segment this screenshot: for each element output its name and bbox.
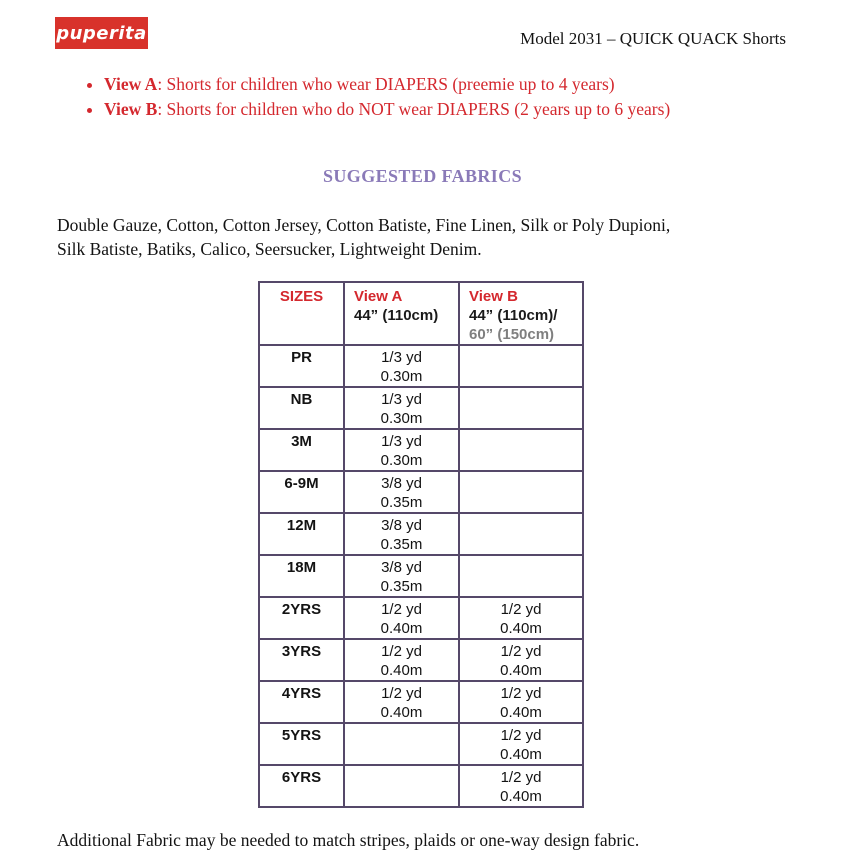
additional-fabric-note: Additional Fabric may be needed to match stripes, plaids or one-way design fabric. (57, 830, 640, 850)
fabrics-line-1: Double Gauze, Cotton, Cotton Jersey, Cotton Batiste, Fine Linen, Silk or Poly Dupioni, (57, 215, 671, 235)
fabrics-line-2: Silk Batiste, Batiks, Calico, Seersucker, Lightweight Denim. (57, 239, 482, 259)
view-a-header-label: View A (354, 288, 403, 305)
size-cell: 4YRS (259, 681, 344, 723)
view-b-fabric-width-alt: 60” (150cm) (469, 326, 555, 343)
view-a-cell (344, 723, 459, 765)
yardage: 1/2 yd (381, 685, 422, 702)
view-a-cell (344, 345, 459, 387)
size-cell: 2YRS (259, 597, 344, 639)
yardage: 1/2 yd (381, 601, 422, 618)
suggested-fabrics-heading: SUGGESTED FABRICS (322, 166, 523, 186)
fabric-requirements-table (258, 281, 584, 808)
view-b-cell (459, 471, 583, 513)
meters: 0.30m (380, 368, 423, 385)
view-b-cell (459, 429, 583, 471)
view-a-cell (344, 639, 459, 681)
header-row (259, 282, 583, 345)
view-a-fabric-width: 44” (110cm) (354, 307, 439, 324)
view-a-label: View A (104, 74, 158, 94)
size-cell: 3YRS (259, 639, 344, 681)
view-b-cell (459, 345, 583, 387)
view-b-cell (459, 639, 583, 681)
view-b-label: View B (104, 99, 158, 119)
meters: 0.40m (380, 704, 423, 721)
fabrics-paragraph (57, 213, 817, 261)
meters: 0.40m (500, 788, 542, 805)
table-row-nb (259, 387, 583, 429)
view-b-text: : Shorts for children who do NOT wear DIAPERS (2 years up to 6 years) (157, 99, 671, 119)
puperita-logo-text: puperita (56, 22, 147, 44)
view-a-cell (344, 471, 459, 513)
view-b-cell (459, 555, 583, 597)
view-b-bullet (104, 97, 670, 122)
yardage: 1/3 yd (381, 349, 422, 366)
meters: 0.35m (380, 536, 423, 553)
table-row-4yrs (259, 681, 583, 723)
view-b-cell (459, 681, 583, 723)
meters: 0.35m (380, 494, 423, 511)
table-body (259, 345, 583, 807)
table-row-18m (259, 555, 583, 597)
table-row-3yrs (259, 639, 583, 681)
table-row-3m (259, 429, 583, 471)
size-cell: 12M (259, 513, 344, 555)
yardage: 3/8 yd (381, 559, 422, 576)
table-row-6-9m (259, 471, 583, 513)
yardage: 3/8 yd (381, 517, 422, 534)
size-cell: 18M (259, 555, 344, 597)
table-header (259, 282, 583, 345)
view-a-cell (344, 387, 459, 429)
yardage: 1/2 yd (500, 643, 542, 660)
meters: 0.40m (500, 620, 542, 637)
meters: 0.40m (380, 620, 423, 637)
yardage: 1/3 yd (381, 433, 422, 450)
size-cell: NB (259, 387, 344, 429)
yardage: 1/2 yd (500, 601, 542, 618)
meters: 0.40m (500, 704, 542, 721)
yardage: 1/2 yd (500, 769, 542, 786)
view-b-fabric-width: 44” (110cm)/ (469, 307, 558, 324)
sizes-header-label: SIZES (279, 288, 324, 305)
view-b-cell (459, 765, 583, 807)
view-a-cell (344, 429, 459, 471)
meters: 0.30m (380, 410, 423, 427)
view-a-cell (344, 555, 459, 597)
table-row-pr (259, 345, 583, 387)
view-a-bullet (104, 72, 670, 97)
view-a-text: : Shorts for children who wear DIAPERS (preemie up to 4 years) (157, 74, 615, 94)
col-header-sizes (259, 282, 344, 345)
size-cell: PR (259, 345, 344, 387)
yardage: 1/2 yd (381, 643, 422, 660)
yardage: 1/2 yd (500, 727, 542, 744)
table-row-2yrs (259, 597, 583, 639)
yardage: 1/2 yd (500, 685, 542, 702)
size-cell: 5YRS (259, 723, 344, 765)
meters: 0.35m (380, 578, 423, 595)
col-header-view-a (344, 282, 459, 345)
view-b-cell (459, 513, 583, 555)
size-cell: 6-9M (259, 471, 344, 513)
view-a-cell (344, 681, 459, 723)
table-row-5yrs (259, 723, 583, 765)
document-title: Model 2031 – QUICK QUACK Shorts (520, 29, 786, 48)
view-a-cell (344, 513, 459, 555)
col-header-view-b (459, 282, 583, 345)
meters: 0.40m (500, 746, 542, 763)
view-a-cell (344, 765, 459, 807)
size-cell: 6YRS (259, 765, 344, 807)
meters: 0.30m (380, 452, 423, 469)
table-row-6yrs (259, 765, 583, 807)
view-b-cell (459, 387, 583, 429)
table-row-12m (259, 513, 583, 555)
meters: 0.40m (500, 662, 542, 679)
size-cell: 3M (259, 429, 344, 471)
view-b-cell (459, 597, 583, 639)
view-a-cell (344, 597, 459, 639)
yardage: 1/3 yd (381, 391, 422, 408)
yardage: 3/8 yd (381, 475, 422, 492)
puperita-logo (55, 17, 148, 49)
view-b-header-label: View B (469, 288, 518, 305)
meters: 0.40m (380, 662, 423, 679)
view-b-cell (459, 723, 583, 765)
view-bullet-list (62, 72, 670, 122)
